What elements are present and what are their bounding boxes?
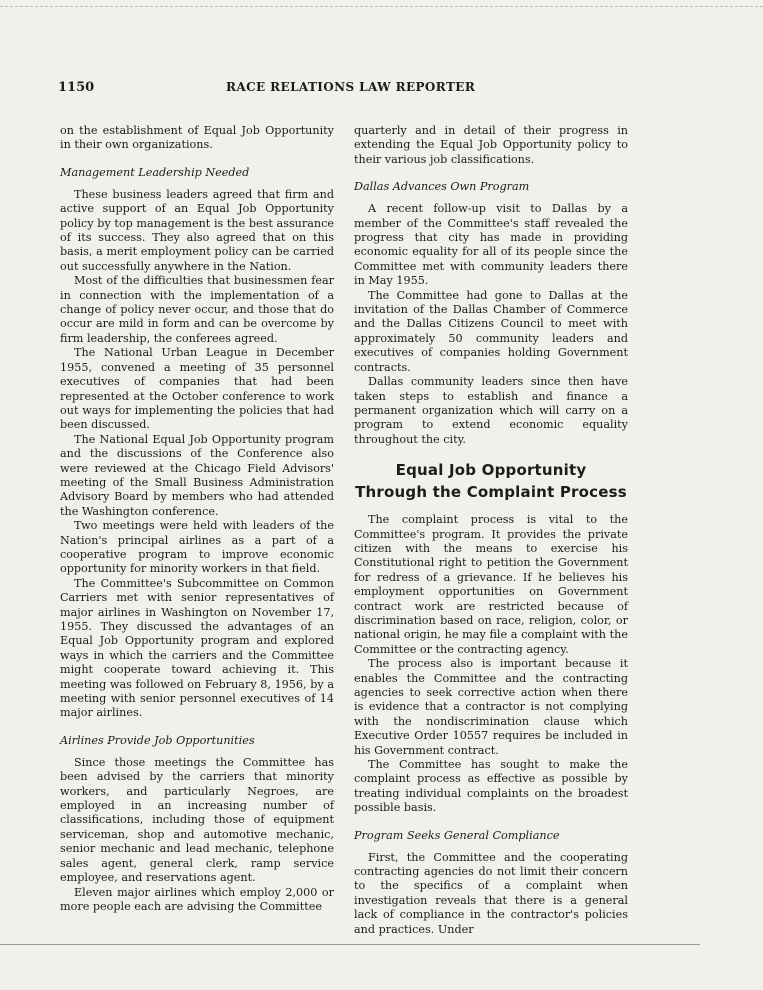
section-subheading: Dallas Advances Own Program [354,180,530,194]
paragraph: Most of the difficulties that businessmen fear in connection with the implementation of a change of policy never occur, and those that do occur are mild in form and can be overcome by firm leadership, the conferees agreed. [60,274,334,345]
section-subheading: Airlines Provide Job Opportunities [60,733,255,747]
paragraph: The Committee had gone to Dallas at the invitation of the Dallas Chamber of Commerce and the Dallas Citizens Council to meet with approximately 50 community leaders and executives of companies holding Government contracts. [354,288,628,374]
right-column [354,124,628,937]
paragraph: on the establishment of Equal Job Opportunity in their own organizations. [60,124,334,152]
paragraph: Eleven major airlines which employ 2,000 or more people each are advising the Committee [60,885,334,913]
page-header [58,80,628,100]
section-subheading: Program Seeks General Compliance [354,828,560,842]
running-title: RACE RELATIONS LAW REPORTER [226,80,476,94]
paragraph: The complaint process is vital to the Committee's program. It provides the private citizen with the means to exercise his Constitutional right to petition the Government for redress of a grievance. If he believes his employment opportunities on Government contract work are restricted because of discrimination based on race, religion, color, or national origin, he may file a complaint with the Committee or the contracting agency. [354,513,628,656]
paragraph: The National Urban League in December 1955, convened a meeting of 35 personnel executives of companies that had been represented at the October conference to work out ways for implementing the policies that had been discussed. [60,346,334,432]
section-subheading: Management Leadership Needed [60,165,250,179]
paragraph: A recent follow-up visit to Dallas by a member of the Committee's staff revealed the progress that city has made in providing economic equality for all of its people since the Committee met with community leaders there in May 1955. [354,202,628,288]
page-number: 1150 [58,80,95,95]
paragraph: Since those meetings the Committee has been advised by the carriers that minority workers, and particularly Negroes, are employed in an increasing number of classifications, including those of equipment serviceman, shop and automotive mechanic, senior mechanic and lead mechanic, telephone sales agent, general clerk, ramp service employee, and reservations agent. [60,755,334,885]
paragraph: The National Equal Job Opportunity program and the discussions of the Conference also were reviewed at the Chicago Field Advisors' meeting of the Small Business Administration Advisory Board by members who had attended the Washington conference. [60,432,334,518]
paragraph: The process also is important because it enables the Committee and the contracting agencies to seek corrective action when there is evidence that a contractor is not complying with the nondiscrimination clause which Executive Order 10557 requires be included in his Government contract. [354,657,628,757]
paragraph: First, the Committee and the cooperating contracting agencies do not limit their concern to the specifics of a complaint when investigation reveals that there is a general lack of compliance in the contractor's policies and practices. Under [354,850,628,936]
top-scan-edge [0,6,763,7]
paragraph: The Committee has sought to make the complaint process as effective as possible by treating individual complaints on the broadest possible basis. [354,758,628,815]
paragraph: Two meetings were held with leaders of the Nation's principal airlines as a part of a cooperative program to improve economic opportunity for minority workers in that field. [60,519,334,576]
section-heading-line: Equal Job Opportunity [395,461,587,480]
paragraph: The Committee's Subcommittee on Common Carriers met with senior representatives of major airlines in Washington on November 17, 1955. They discussed the advantages of an Equal Job Opportunity program and explored ways in which the carriers and the Committee might cooperate toward achieving it. This meeting was followed on February 8, 1956, by a meeting with senior personnel executives of 14 major airlines. [60,576,334,720]
section-heading [354,459,628,503]
paragraph: quarterly and in detail of their progress in extending the Equal Job Opportunity policy to their various job classifications. [354,124,628,166]
paragraph: These business leaders agreed that firm and active support of an Equal Job Opportunity policy by top management is the best assurance of its success. They also agreed that on this basis, a merit employment policy can be carried out successfully anywhere in the Nation. [60,187,334,273]
bottom-scan-edge [0,944,700,945]
section-heading-line: Through the Complaint Process [355,483,627,502]
paragraph: Dallas community leaders since then have taken steps to establish and finance a permanent organization which will carry on a program to extend economic equality throughout the city. [354,375,628,446]
left-column [60,124,334,914]
